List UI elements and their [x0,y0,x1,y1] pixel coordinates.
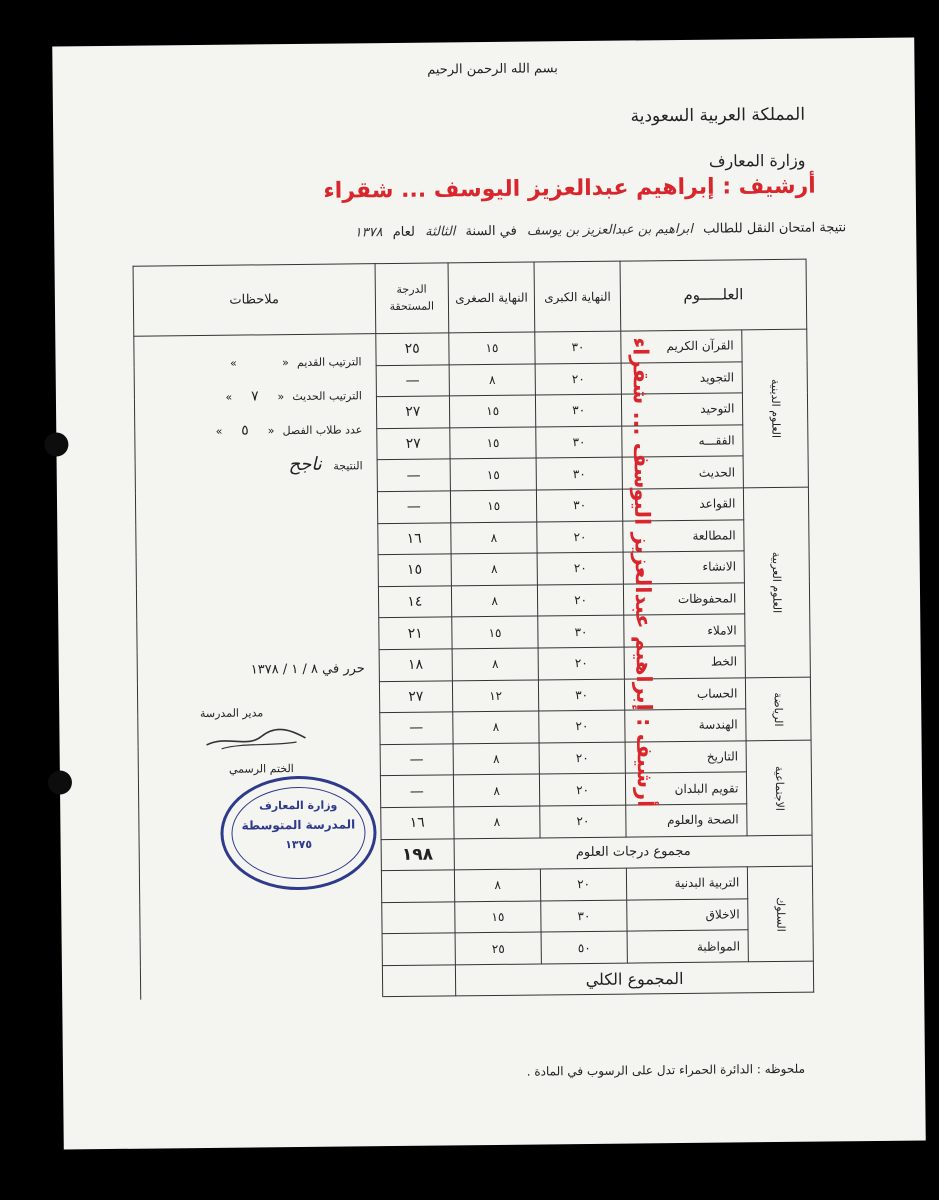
col-notes: ملاحظات [133,264,375,337]
subject-name: المطالعة [623,519,745,552]
student-name: ابراهيم بن عبدالعزيز بن يوسف [526,221,693,239]
basmala: بسم الله الرحمن الرحيم [427,61,558,78]
subject-name: القرآن الكريم [621,330,743,363]
new-rank-value: ٧ [250,388,259,405]
group-label: العلوم الدينية [768,379,783,439]
seal-top-text: وزارة المعارف [258,798,338,813]
col-min: النهاية الصغرى [448,262,535,333]
subject-name: الهندسة [625,709,747,742]
min-mark: ٨ [451,522,537,554]
min-mark: ٨ [454,869,540,901]
col-max: النهاية الكبرى [534,261,621,332]
min-mark: ١٥ [450,427,536,459]
min-mark: ١٥ [449,332,535,364]
min-mark: ٢٥ [455,932,541,964]
min-mark: ٨ [453,711,539,743]
earned-score: ٢٥ [375,333,449,365]
grade-label: في السنة [465,223,517,240]
earned-score: — [380,744,454,776]
group-label: الرياضة [771,691,786,727]
earned-score: ١٦ [377,522,451,554]
subject-name: تقويم البلدان [625,772,747,805]
max-mark: ٣٠ [538,679,624,711]
max-mark: ٣٠ [536,489,622,521]
year-label: لعام [392,224,416,240]
old-rank-label: الترتيب القديم [296,355,362,369]
grade-value: الثالثة [424,224,456,240]
earned-score: ١٨ [379,649,453,681]
subject-name: الصحة والعلوم [626,804,748,837]
min-mark: ٨ [453,743,539,775]
archive-watermark: أرشيف : إبراهيم عبدالعزيز اليوسف ... شقراء [323,173,816,204]
principal-signature [201,722,311,753]
ministry-heading: وزارة المعارف [708,150,806,171]
earned-score: ١٥ [378,554,452,586]
subject-name: القواعد [622,488,744,521]
notes-panel [137,343,376,1045]
min-mark: ١٢ [452,680,538,712]
max-mark: ٢٠ [540,868,626,900]
seal-label: الختم الرسمي [228,762,294,776]
max-mark: ٢٠ [540,805,626,837]
max-mark: ٥٠ [541,931,627,963]
min-mark: ٨ [451,585,537,617]
earned-score: ١٤ [378,586,452,618]
col-subjects: العلـــــوم [620,259,807,331]
vertical-watermark-text: أرشيف : إبراهيم عبدالعزيز اليوسف ... شقراء [628,337,658,808]
result-label: النتيجة [333,459,363,473]
subject-name: الانشاء [623,551,745,584]
subject-name: التوحيد [621,393,743,426]
earned-score [381,870,455,902]
earned-score: — [379,712,453,744]
max-mark: ٢٠ [537,521,623,553]
religious-group [742,329,808,488]
subject-name: الحساب [624,677,746,710]
max-mark: ٣٠ [536,457,622,489]
seal-mid-text: المدرسة المتوسطة [241,817,356,833]
total-label: المجموع الكلي [455,961,813,996]
subject-name: الفقـــه [622,425,744,458]
min-mark: ١٥ [450,395,536,427]
year-value: ١٣٧٨ [354,225,383,241]
subject-name: التاريخ [625,741,747,774]
max-mark: ٣٠ [536,394,622,426]
max-mark: ٣٠ [541,900,627,932]
arabic-group [744,487,811,677]
subject-name: الخط [624,646,746,679]
max-mark: ٣٠ [536,426,622,458]
document-page [52,38,926,1150]
kingdom-heading: المملكة العربية السعودية [630,104,806,127]
earned-score [382,933,456,965]
subtotal-label: مجموع درجات العلوم [454,835,812,870]
group-label: العلوم العربية [770,551,784,614]
min-mark: ٨ [449,364,535,396]
earned-score: ٢٧ [376,396,450,428]
footer-note: ملحوظه : الدائرة الحمراء تدل على الرسوب في المادة . [526,1061,806,1079]
class-size-label: عدد طلاب الفصل [282,423,363,438]
group-label: الاجتماعية [772,765,786,811]
official-seal [220,775,377,891]
earned-score: ١٦ [380,807,454,839]
subject-name: الحديث [622,456,744,489]
punch-hole-bottom [48,770,72,794]
max-mark: ٢٠ [537,552,623,584]
earned-score: — [380,775,454,807]
new-rank-line: الترتيب الحديث «٧» [225,388,362,405]
class-size-line: عدد طلاب الفصل «٥» [215,422,363,439]
date-line: حرر في ٨ / ١ / ١٣٧٨ [250,661,365,678]
behavior-group [748,866,814,961]
max-mark: ٢٠ [537,584,623,616]
min-mark: ٨ [451,553,537,585]
min-mark: ١٥ [452,616,538,648]
min-mark: ٨ [454,806,540,838]
earned-score: — [377,491,451,523]
subject-name: المواظبة [627,930,749,963]
earned-score: ٢١ [378,617,452,649]
subject-name: التربية البدنية [626,867,748,900]
math-group [746,677,811,741]
earned-score: ٢٧ [379,680,453,712]
min-mark: ٨ [452,648,538,680]
old-rank-line: الترتيب القديم «» [230,355,362,370]
min-mark: ١٥ [455,901,541,933]
result-value: ناجح [288,453,322,476]
earned-score: — [377,459,451,491]
max-mark: ٢٠ [539,710,625,742]
table-header-row [133,259,807,336]
vertical-watermark [620,312,665,832]
subject-name: الاملاء [624,614,746,647]
earned-score [381,902,455,934]
earned-score: ٢٧ [376,428,450,460]
intro-label: نتيجة امتحان النقل للطالب [702,220,847,237]
new-rank-label: الترتيب الحديث [292,389,362,404]
min-mark: ١٥ [450,458,536,490]
max-mark: ٣٠ [538,615,624,647]
max-mark: ٢٠ [539,742,625,774]
max-mark: ٢٠ [535,363,621,395]
punch-hole-top [44,432,68,456]
total-score [382,965,456,997]
max-mark: ٢٠ [538,647,624,679]
subject-name: التجويد [621,361,743,394]
subject-name: الاخلاق [627,898,749,931]
subject-name: المحفوظات [623,583,745,616]
principal-label: مدير المدرسة [199,706,264,721]
min-mark: ٨ [453,774,539,806]
intro-line [349,220,847,240]
col-score: الدرجة المستحقة [375,263,449,334]
social-group [746,740,812,835]
group-label: السلوك [773,897,788,932]
max-mark: ٣٠ [535,331,621,363]
class-size-value: ٥ [241,422,249,439]
subtotal-score: ١٩٨ [381,838,455,870]
max-mark: ٢٠ [539,773,625,805]
earned-score: — [376,364,450,396]
seal-year: ١٣٧٥ [285,837,313,852]
result-line [288,453,362,475]
min-mark: ١٥ [451,490,537,522]
